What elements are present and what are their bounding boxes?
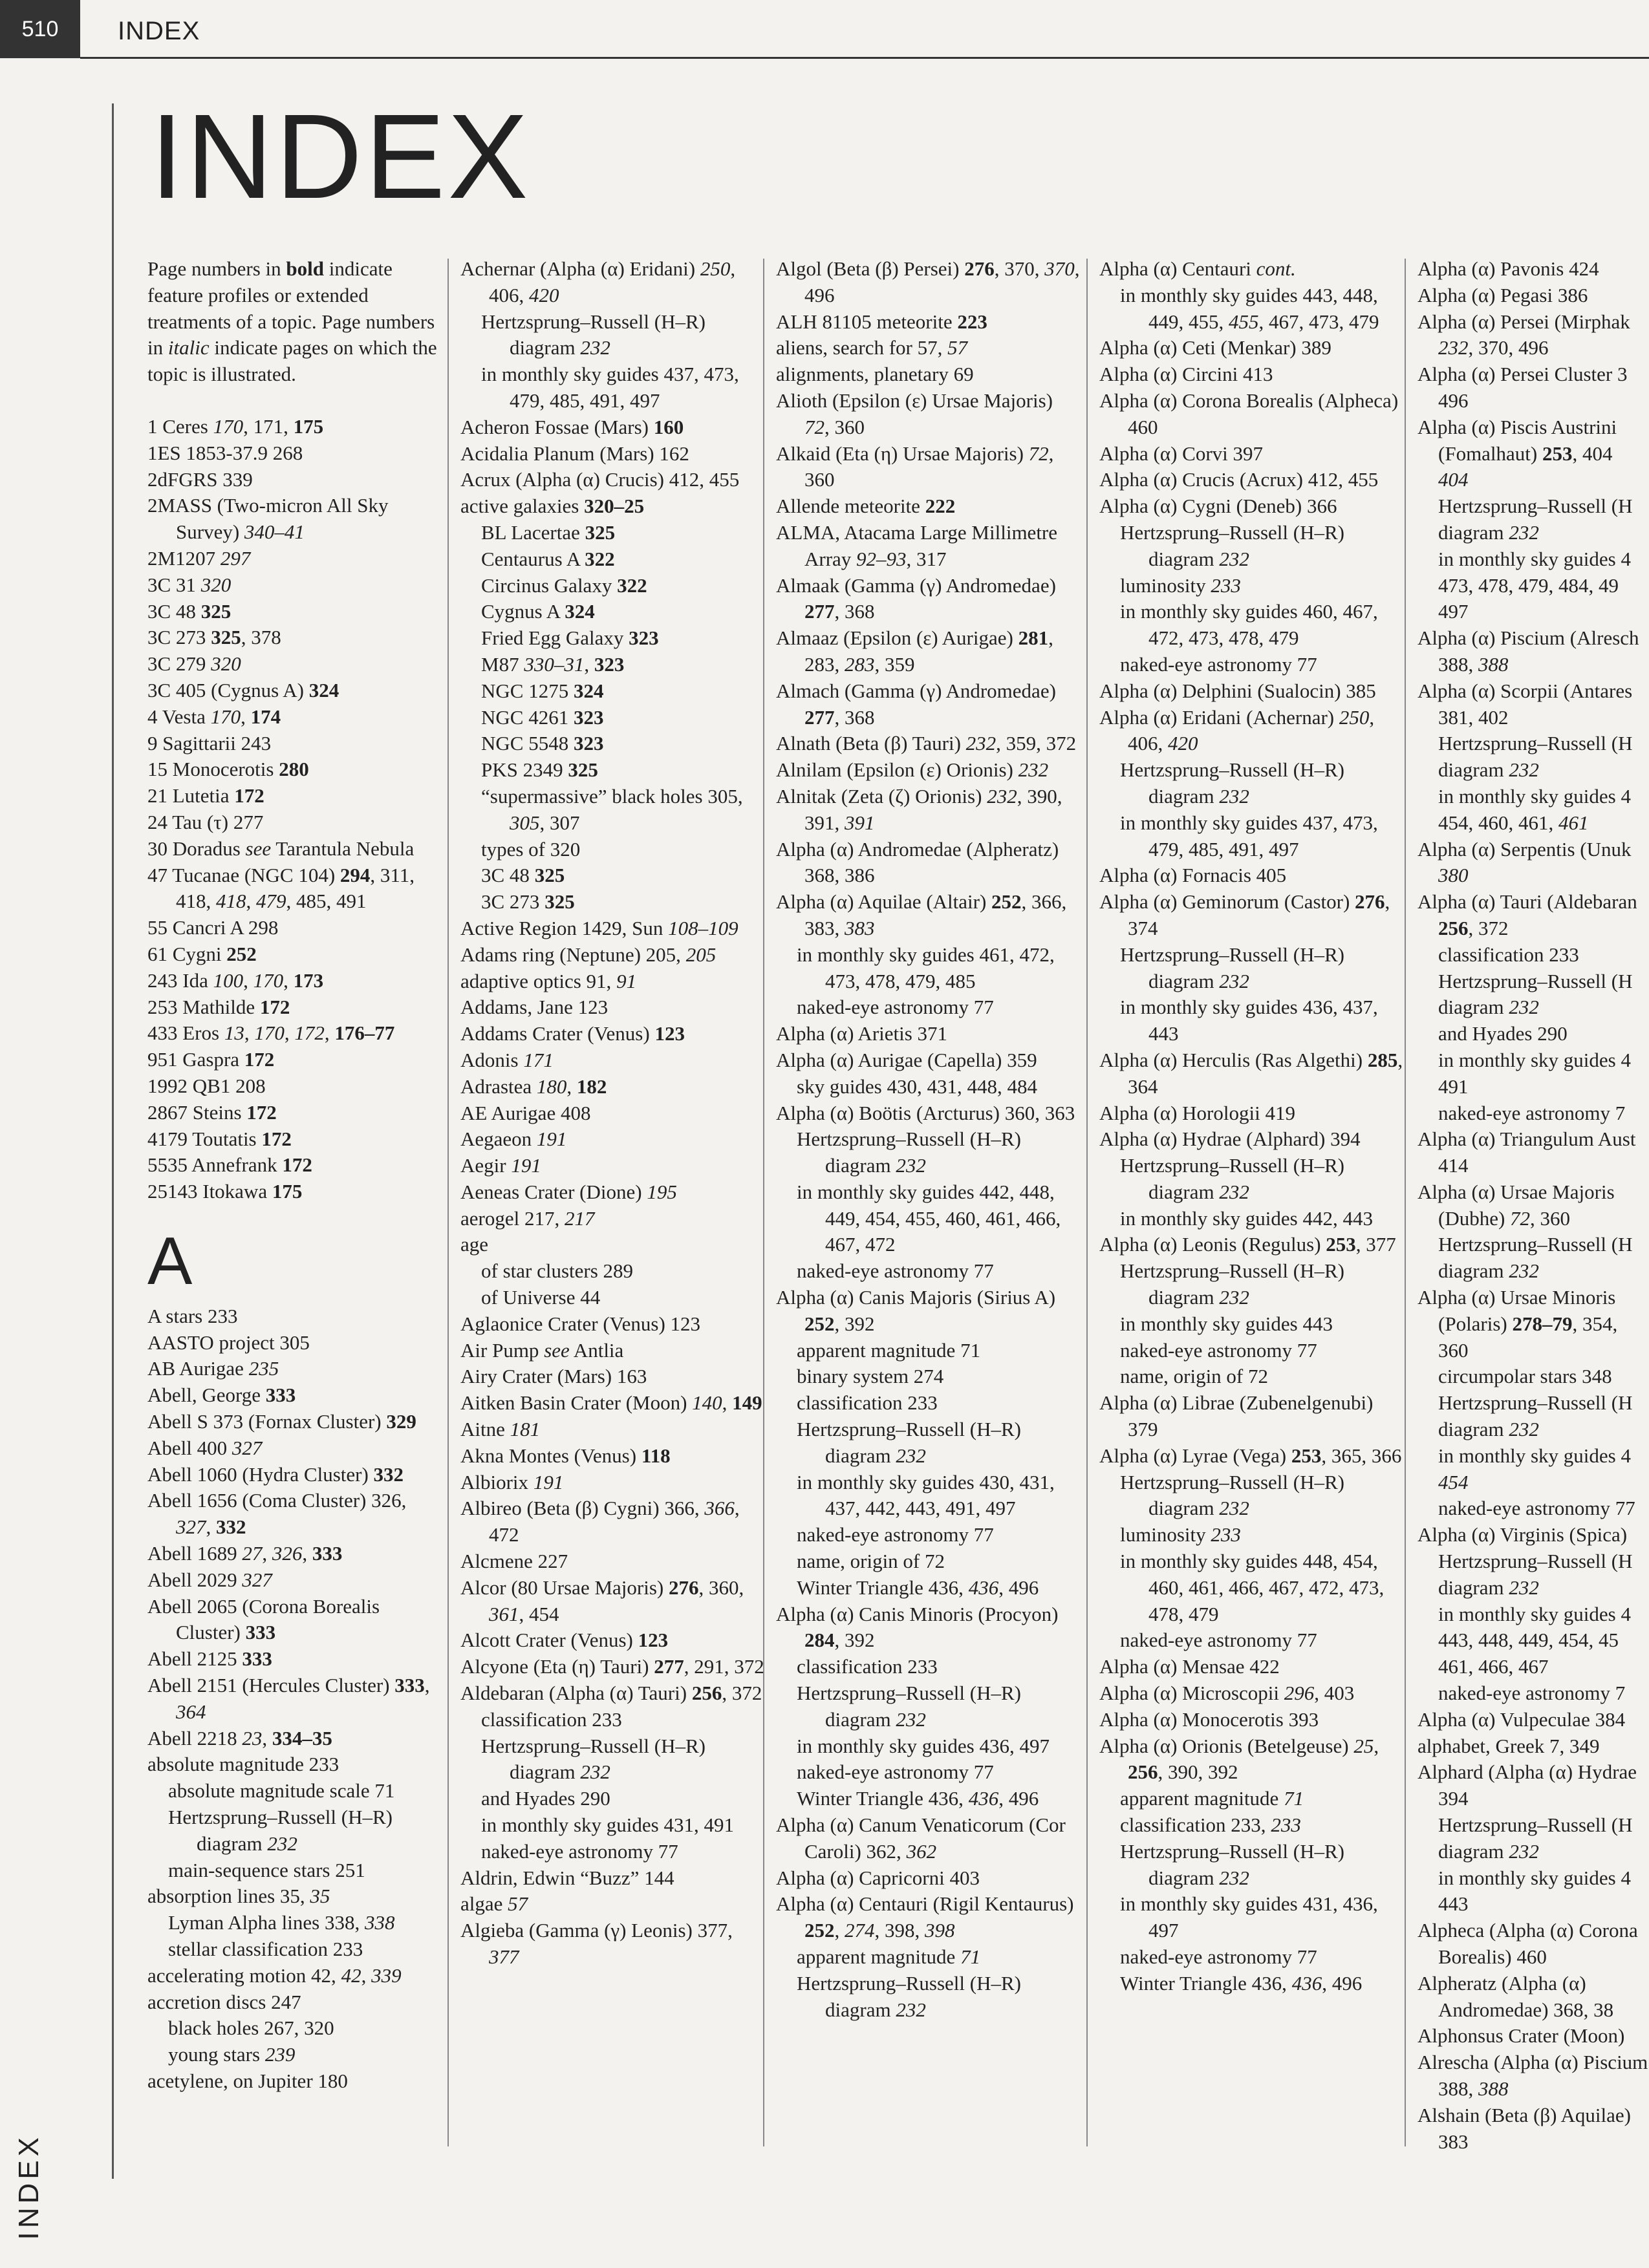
- index-subentry: classification 233: [481, 1707, 622, 1731]
- index-subentry: Circinus Galaxy 322: [481, 573, 647, 597]
- index-entry: Alshain (Beta (β) Aquilae): [1417, 2103, 1631, 2126]
- index-entry: 24 Tau (τ) 277: [147, 810, 264, 833]
- index-subentry: (Fomalhaut) 253, 404: [1438, 442, 1613, 465]
- index-subentry: Lyman Alpha lines 338, 338: [168, 1911, 395, 1934]
- index-entry: Almach (Gamma (γ) Andromedae) 277, 368: [776, 679, 1056, 729]
- index-subentry: Hertzsprung–Russell (H: [1438, 495, 1633, 518]
- index-subentry: apparent magnitude 71: [797, 1338, 981, 1362]
- index-entry: Alpha (α) Hydrae (Alphard) 394: [1099, 1128, 1361, 1151]
- index-entry: Abell 2218 23, 334–35: [147, 1726, 332, 1749]
- index-entry: 3C 273 325, 378: [147, 626, 281, 649]
- index-subentry: (Dubhe) 72, 360: [1438, 1206, 1571, 1230]
- index-subentry: in monthly sky guides 437, 473, 479, 485, 491, 497: [1120, 811, 1378, 861]
- index-entry: Allende meteorite 222: [776, 495, 956, 518]
- index-entry: Alpha (α) Librae (Zubenelgenubi) 379: [1099, 1391, 1374, 1441]
- index-entry: Algol (Beta (β) Persei) 276, 370, 370, 496: [776, 257, 1080, 306]
- index-entry: Airy Crater (Mars) 163: [460, 1365, 647, 1388]
- index-subentry: black holes 267, 320: [168, 2017, 334, 2040]
- index-entry: Alpha (α) Persei Cluster 3: [1417, 363, 1628, 386]
- index-entry: Air Pump see Antlia: [460, 1338, 624, 1362]
- side-label: INDEX: [13, 2134, 45, 2240]
- index-entry: Alcyone (Eta (η) Tauri) 277, 291, 372: [460, 1655, 764, 1678]
- index-entry: acetylene, on Jupiter 180: [147, 2070, 348, 2092]
- index-subentry: absolute magnitude scale 71: [168, 1779, 395, 1803]
- index-entry: alphabet, Greek 7, 349: [1417, 1734, 1600, 1757]
- index-entry: Alpha (α) Corona Borealis (Alpheca) 460: [1099, 389, 1399, 438]
- index-entry: Alpha (α) Herculis (Ras Algethi) 285, 364: [1099, 1048, 1403, 1098]
- index-subentry: in monthly sky guides 4: [1438, 1048, 1631, 1071]
- index-entry: Alpha (α) Pegasi 386: [1417, 283, 1588, 306]
- index-entry: Algieba (Gamma (γ) Leonis) 377, 377: [460, 1919, 733, 1968]
- index-entry: AE Aurigae 408: [460, 1101, 591, 1124]
- index-subentry: in monthly sky guides 430, 431, 437, 442, 443, 491, 497: [797, 1470, 1055, 1520]
- index-subentry: Winter Triangle 436, 436, 496: [797, 1787, 1039, 1810]
- index-entry: Alpha (α) Cygni (Deneb) 366: [1099, 495, 1337, 518]
- index-entry: Abell, George 333: [147, 1384, 296, 1407]
- index-subentry: Centaurus A 322: [481, 547, 615, 570]
- index-subentry: NGC 1275 324: [481, 679, 604, 702]
- index-entry: Alpha (α) Aquilae (Altair) 252, 366, 383, 383: [776, 890, 1067, 939]
- index-entry: Aldebaran (Alpha (α) Tauri) 256, 372: [460, 1682, 762, 1705]
- index-subentry: naked-eye astronomy 77: [481, 1839, 678, 1863]
- index-entry: Albiorix 191: [460, 1470, 564, 1493]
- index-entry: Almaak (Gamma (γ) Andromedae) 277, 368: [776, 573, 1056, 623]
- index-entry: Alpha (α) Eridani (Achernar) 250, 406, 420: [1099, 705, 1375, 755]
- index-entry: Alpha (α) Fornacis 405: [1099, 864, 1287, 887]
- index-subentry: classification 233, 233: [1120, 1813, 1301, 1837]
- index-subentry: Andromedae) 368, 38: [1438, 1998, 1614, 2021]
- index-entry: Addams Crater (Venus) 123: [460, 1022, 685, 1045]
- index-subentry: 380: [1438, 864, 1469, 887]
- index-entry: Alphonsus Crater (Moon): [1417, 2024, 1625, 2048]
- index-entry: Aldrin, Edwin “Buzz” 144: [460, 1866, 674, 1889]
- index-entry: Alpha (α) Boötis (Arcturus) 360, 363: [776, 1101, 1075, 1124]
- index-entry: Acrux (Alpha (α) Crucis) 412, 455: [460, 468, 740, 491]
- index-subentry: naked-eye astronomy 77: [797, 1523, 994, 1546]
- index-entry: 3C 48 325: [147, 599, 232, 623]
- index-subentry: sky guides 430, 431, 448, 484: [797, 1075, 1037, 1098]
- column-divider: [1405, 259, 1406, 2146]
- index-subentry: of star clusters 289: [481, 1259, 634, 1283]
- index-entry: Active Region 1429, Sun 108–109: [460, 916, 738, 939]
- index-subentry: luminosity 233: [1120, 573, 1241, 597]
- index-column-5: [1417, 256, 1649, 2155]
- index-entry: Alpha (α) Piscis Austrini: [1417, 415, 1617, 438]
- index-subentry: in monthly sky guides 436, 497: [797, 1734, 1050, 1757]
- index-subentry: Hertzsprung–Russell (H–R) diagram 232: [1120, 758, 1344, 808]
- index-subentry: 443: [1438, 1892, 1469, 1916]
- index-entry: Aitne 181: [460, 1418, 541, 1441]
- page-header: [0, 0, 1649, 58]
- index-subentry: 454: [1438, 1470, 1469, 1493]
- index-subentry: 497: [1438, 600, 1469, 623]
- index-entry: Abell 2029 327: [147, 1568, 272, 1591]
- index-subentry: name, origin of 72: [797, 1550, 945, 1573]
- index-subentry: naked-eye astronomy 7: [1438, 1682, 1626, 1705]
- index-entry: Alpha (α) Scorpii (Antares: [1417, 679, 1633, 702]
- index-entry: alignments, planetary 69: [776, 363, 974, 386]
- index-subentry: diagram 232: [1438, 758, 1539, 782]
- index-subentry: Hertzsprung–Russell (H: [1438, 732, 1633, 755]
- index-entry: A stars 233: [147, 1304, 238, 1327]
- index-subentry: stellar classification 233: [168, 1938, 363, 1961]
- index-entry: Alpha (α) Ursae Majoris: [1417, 1180, 1615, 1203]
- index-entry: 1 Ceres 170, 171, 175: [147, 414, 324, 438]
- index-entry: Alpha (α) Capricorni 403: [776, 1866, 980, 1889]
- index-subentry: Hertzsprung–Russell (H: [1438, 1813, 1633, 1837]
- index-entry: 1ES 1853-37.9 268: [147, 441, 303, 464]
- index-subentry: and Hyades 290: [1438, 1022, 1568, 1045]
- index-subentry: 388, 388: [1438, 2077, 1509, 2100]
- index-subentry: 491: [1438, 1075, 1469, 1098]
- index-entry: Acheron Fossae (Mars) 160: [460, 415, 684, 438]
- index-entry: 3C 405 (Cygnus A) 324: [147, 678, 339, 701]
- index-entry: Achernar (Alpha (α) Eridani) 250, 406, 420: [460, 257, 736, 306]
- index-subentry: in monthly sky guides 443, 448, 449, 455, 455, 467, 473, 479: [1120, 283, 1379, 333]
- index-subentry: in monthly sky guides 437, 473, 479, 485, 491, 497: [481, 363, 739, 412]
- index-entry: absolute magnitude 233: [147, 1753, 339, 1776]
- index-subentry: Hertzsprung–Russell (H–R) diagram 232: [1120, 1470, 1344, 1520]
- index-subentry: in monthly sky guides 436, 437, 443: [1120, 996, 1378, 1045]
- index-subentry: luminosity 233: [1120, 1523, 1241, 1546]
- page-title: INDEX: [150, 90, 531, 224]
- index-column-1: [147, 256, 438, 2095]
- index-subentry: 443, 448, 449, 454, 45: [1438, 1629, 1619, 1652]
- index-entry: 4179 Toutatis 172: [147, 1127, 292, 1150]
- index-entry: Alpha (α) Monocerotis 393: [1099, 1707, 1319, 1731]
- index-entry: 951 Gaspra 172: [147, 1048, 275, 1071]
- index-subentry: “supermassive” black holes 305, 305, 307: [481, 784, 743, 834]
- index-column-4: [1099, 256, 1403, 1997]
- index-subentry: naked-eye astronomy 77: [1120, 652, 1317, 676]
- index-subentry: in monthly sky guides 460, 467, 472, 473, 478, 479: [1120, 600, 1378, 650]
- index-subentry: 394: [1438, 1787, 1469, 1810]
- index-subentry: Hertzsprung–Russell (H–R) diagram 232: [481, 1734, 706, 1784]
- index-entry: Abell 1656 (Coma Cluster) 326, 327, 332: [147, 1489, 407, 1539]
- index-subentry: and Hyades 290: [481, 1787, 610, 1810]
- index-entry: Albireo (Beta (β) Cygni) 366, 366, 472: [460, 1497, 740, 1546]
- index-subentry: Hertzsprung–Russell (H–R) diagram 232: [1120, 1839, 1344, 1889]
- index-intro: Page numbers in bold indicate feature profiles or extended treatments of a topic. Page numbers in italic indicate pages on which the topic is illustrated.: [147, 257, 437, 386]
- index-entry: Alpha (α) Ceti (Menkar) 389: [1099, 336, 1331, 359]
- index-entry: Alcott Crater (Venus) 123: [460, 1629, 669, 1652]
- index-column-3: [776, 256, 1080, 2023]
- index-subentry: binary system 274: [797, 1365, 944, 1388]
- index-subentry: naked-eye astronomy 77: [1120, 1338, 1317, 1362]
- running-head: INDEX: [118, 17, 200, 45]
- index-entry: 2dFGRS 339: [147, 467, 253, 491]
- index-subentry: apparent magnitude 71: [797, 1945, 981, 1968]
- index-entry: Alpha (α) Persei (Mirphak: [1417, 310, 1630, 333]
- index-entry: Alrescha (Alpha (α) Piscium: [1417, 2051, 1648, 2074]
- index-entry: AASTO project 305: [147, 1331, 310, 1354]
- index-entry: 253 Mathilde 172: [147, 995, 290, 1018]
- index-entry: Alpha (α) Corvi 397: [1099, 442, 1264, 465]
- index-entry: Alpha (α) Microscopii 296, 403: [1099, 1682, 1355, 1705]
- index-subentry: diagram 232: [1438, 520, 1539, 544]
- index-entry: Alpha (α) Tauri (Aldebaran: [1417, 890, 1637, 914]
- index-subentry: Hertzsprung–Russell (H–R) diagram 232: [1120, 943, 1344, 992]
- index-entry: 243 Ida 100, 170, 173: [147, 968, 324, 992]
- index-subentry: in monthly sky guides 4: [1438, 1602, 1631, 1625]
- index-subentry: diagram 232: [1438, 1839, 1539, 1863]
- index-subentry: in monthly sky guides 4: [1438, 547, 1631, 570]
- index-entry: 3C 31 320: [147, 573, 232, 596]
- index-entry: absorption lines 35, 35: [147, 1885, 330, 1908]
- page-number: 510: [0, 0, 80, 58]
- index-entry: Acidalia Planum (Mars) 162: [460, 442, 689, 465]
- index-entry: Alpha (α) Ursae Minoris: [1417, 1286, 1616, 1309]
- index-entry: 55 Cancri A 298: [147, 916, 279, 939]
- index-entry: 21 Lutetia 172: [147, 784, 264, 808]
- index-subentry: in monthly sky guides 4: [1438, 1444, 1631, 1467]
- index-subentry: Hertzsprung–Russell (H–R) diagram 232: [1120, 1259, 1344, 1309]
- left-margin-rule: [112, 103, 114, 2179]
- index-entry: Alpha (α) Geminorum (Castor) 276, 374: [1099, 890, 1390, 939]
- index-entry: Alioth (Epsilon (ε) Ursae Majoris) 72, 360: [776, 389, 1053, 438]
- index-subentry: naked-eye astronomy 7: [1438, 1101, 1626, 1124]
- index-subentry: young stars 239: [168, 2043, 296, 2066]
- index-entry: Alpha (α) Vulpeculae 384: [1417, 1707, 1626, 1731]
- index-subentry: 232, 370, 496: [1438, 336, 1549, 359]
- index-entry: Alpha (α) Pavonis 424: [1417, 257, 1599, 280]
- index-entry: algae 57: [460, 1892, 528, 1916]
- index-subentry: Hertzsprung–Russell (H–R) diagram 232: [1120, 1154, 1344, 1203]
- index-subentry: naked-eye astronomy 77: [1438, 1497, 1635, 1520]
- index-entry: Abell 1689 27, 326, 333: [147, 1542, 343, 1565]
- index-entry: Aegaeon 191: [460, 1128, 567, 1151]
- index-entry: Alpha (α) Canis Majoris (Sirius A) 252, 392: [776, 1286, 1056, 1335]
- index-entry: Alpheratz (Alpha (α): [1417, 1971, 1586, 1995]
- index-subentry: 388, 388: [1438, 652, 1509, 676]
- index-subentry: 496: [1438, 389, 1469, 412]
- index-entry: 9 Sagittarii 243: [147, 731, 272, 754]
- index-entry: 61 Cygni 252: [147, 942, 257, 965]
- index-entry: 5535 Annefrank 172: [147, 1153, 312, 1177]
- index-entry: Adonis 171: [460, 1048, 554, 1071]
- index-entry: Abell S 373 (Fornax Cluster) 329: [147, 1410, 416, 1433]
- index-entry: ALH 81105 meteorite 223: [776, 310, 987, 333]
- index-subentry: classification 233: [797, 1391, 938, 1415]
- index-entry: Alpha (α) Centauri (Rigil Kentaurus) 252, 274, 398, 398: [776, 1892, 1074, 1942]
- index-column-2: [460, 256, 764, 1971]
- index-entry: Alkaid (Eta (η) Ursae Majoris) 72, 360: [776, 442, 1054, 491]
- index-entry: 47 Tucanae (NGC 104) 294, 311, 418, 418, 479, 485, 491: [147, 863, 415, 913]
- index-subentry: apparent magnitude 71: [1120, 1787, 1304, 1810]
- index-entry: Alpha (α) Orionis (Betelgeuse) 25, 256, 390, 392: [1099, 1734, 1379, 1784]
- index-subentry: diagram 232: [1438, 1576, 1539, 1599]
- index-entry: Alpha (α) Leonis (Regulus) 253, 377: [1099, 1233, 1396, 1256]
- index-subentry: naked-eye astronomy 77: [1120, 1629, 1317, 1652]
- index-entry: Alpha (α) Canum Venaticorum (Cor Caroli) 362, 362: [776, 1813, 1066, 1863]
- index-entry: adaptive optics 91, 91: [460, 969, 637, 992]
- index-entry: Alpha (α) Crucis (Acrux) 412, 455: [1099, 468, 1379, 491]
- index-subentry: Borealis) 460: [1438, 1945, 1547, 1968]
- index-subentry: in monthly sky guides 461, 472, 473, 478, 479, 485: [797, 943, 1055, 992]
- index-entry: 3C 279 320: [147, 652, 241, 676]
- index-subentry: Winter Triangle 436, 436, 496: [1120, 1971, 1363, 1995]
- index-entry: ALMA, Atacama Large Millimetre Array 92–93, 317: [776, 520, 1058, 570]
- index-subentry: naked-eye astronomy 77: [797, 1760, 994, 1784]
- index-subentry: classification 233: [797, 1655, 938, 1678]
- index-subentry: 404: [1438, 468, 1469, 491]
- index-subentry: Hertzsprung–Russell (H: [1438, 969, 1633, 992]
- index-subentry: in monthly sky guides 4: [1438, 1866, 1631, 1889]
- index-subentry: in monthly sky guides 431, 436, 497: [1120, 1892, 1378, 1942]
- index-entry: 1992 QB1 208: [147, 1074, 266, 1097]
- index-subentry: in monthly sky guides 442, 448, 449, 454, 455, 460, 461, 466, 467, 472: [797, 1180, 1061, 1256]
- index-subentry: diagram 232: [1438, 996, 1539, 1019]
- index-subentry: 3C 48 325: [481, 864, 565, 887]
- index-subentry: 473, 478, 479, 484, 49: [1438, 573, 1619, 597]
- index-subentry: Hertzsprung–Russell (H–R) diagram 232: [481, 310, 706, 359]
- index-entry: Alnitak (Zeta (ζ) Orionis) 232, 390, 391, 391: [776, 784, 1062, 834]
- index-subentry: in monthly sky guides 443: [1120, 1312, 1333, 1335]
- index-subentry: 454, 460, 461, 461: [1438, 811, 1589, 834]
- index-subentry: classification 233: [1438, 943, 1579, 966]
- index-entry: 2867 Steins 172: [147, 1100, 277, 1124]
- index-entry: accelerating motion 42, 42, 339: [147, 1963, 402, 1987]
- index-entry: Alnilam (Epsilon (ε) Orionis) 232: [776, 758, 1049, 782]
- column-divider: [1086, 259, 1088, 2146]
- index-subentry: NGC 5548 323: [481, 732, 604, 755]
- index-entry: 25143 Itokawa 175: [147, 1180, 303, 1203]
- index-subentry: 414: [1438, 1154, 1469, 1177]
- index-entry: Aitken Basin Crater (Moon) 140, 149: [460, 1391, 762, 1415]
- index-subentry: naked-eye astronomy 77: [797, 996, 994, 1019]
- index-entry: aerogel 217, 217: [460, 1206, 595, 1230]
- index-subentry: Hertzsprung–Russell (H–R) diagram 232: [797, 1418, 1021, 1467]
- index-entry: Alcmene 227: [460, 1550, 568, 1573]
- index-entry: Alpha (α) Circini 413: [1099, 363, 1273, 386]
- index-subentry: Hertzsprung–Russell (H: [1438, 1550, 1633, 1573]
- index-entry: Aegir 191: [460, 1154, 541, 1177]
- index-entry: Abell 2065 (Corona Borealis Cluster) 333: [147, 1594, 380, 1644]
- index-entry: Alpha (α) Lyrae (Vega) 253, 365, 366: [1099, 1444, 1402, 1467]
- index-entry: 15 Monocerotis 280: [147, 758, 309, 781]
- index-entry: Alpheca (Alpha (α) Corona: [1417, 1919, 1638, 1942]
- index-subentry: 383: [1438, 2130, 1469, 2153]
- index-subentry: PKS 2349 325: [481, 758, 598, 782]
- index-entry: Alpha (α) Piscium (Alresch: [1417, 626, 1639, 650]
- index-subentry: naked-eye astronomy 77: [797, 1259, 994, 1283]
- index-entry: Abell 1060 (Hydra Cluster) 332: [147, 1462, 404, 1486]
- index-entry: Addams, Jane 123: [460, 996, 609, 1019]
- index-subentry: Hertzsprung–Russell (H–R) diagram 232: [1120, 520, 1344, 570]
- index-entry: active galaxies 320–25: [460, 495, 645, 518]
- index-entry: Aglaonice Crater (Venus) 123: [460, 1312, 701, 1335]
- section-letter: A: [147, 1223, 193, 1299]
- index-entry: 2MASS (Two-micron All Sky Survey) 340–41: [147, 494, 389, 544]
- index-entry: Adams ring (Neptune) 205, 205: [460, 943, 717, 966]
- index-subentry: main-sequence stars 251: [168, 1858, 365, 1881]
- header-rule: [80, 57, 1649, 59]
- index-subentry: Cygnus A 324: [481, 600, 595, 623]
- index-subentry: in monthly sky guides 4: [1438, 784, 1631, 808]
- index-entry: age: [460, 1233, 489, 1256]
- column-divider: [447, 259, 449, 2146]
- index-subentry: (Polaris) 278–79, 354,: [1438, 1312, 1618, 1335]
- index-subentry: Hertzsprung–Russell (H–R) diagram 232: [797, 1128, 1021, 1177]
- index-subentry: name, origin of 72: [1120, 1365, 1269, 1388]
- index-entry: Alpha (α) Centauri cont.: [1099, 257, 1296, 280]
- index-entry: Alpha (α) Horologii 419: [1099, 1101, 1295, 1124]
- index-subentry: diagram 232: [1438, 1418, 1539, 1441]
- index-subentry: types of 320: [481, 837, 581, 861]
- index-entry: Abell 2151 (Hercules Cluster) 333, 364: [147, 1674, 430, 1723]
- index-entry: Alpha (α) Arietis 371: [776, 1022, 948, 1045]
- index-entry: aliens, search for 57, 57: [776, 336, 968, 359]
- index-subentry: M87 330–31, 323: [481, 652, 625, 676]
- index-entry: Abell 400 327: [147, 1436, 263, 1459]
- index-subentry: 461, 466, 467: [1438, 1655, 1549, 1678]
- index-entry: Alcor (80 Ursae Majoris) 276, 360, 361, 454: [460, 1576, 744, 1625]
- index-entry: Alpha (α) Triangulum Aust: [1417, 1128, 1636, 1151]
- index-subentry: 256, 372: [1438, 916, 1509, 939]
- index-subentry: of Universe 44: [481, 1286, 601, 1309]
- index-entry: Alpha (α) Aurigae (Capella) 359: [776, 1048, 1037, 1071]
- index-entry: Abell 2125 333: [147, 1647, 272, 1671]
- index-entry: Alpha (α) Serpentis (Unuk: [1417, 837, 1632, 861]
- index-subentry: NGC 4261 323: [481, 705, 604, 729]
- index-subentry: Hertzsprung–Russell (H–R) diagram 232: [797, 1971, 1021, 2021]
- index-subentry: Winter Triangle 436, 436, 496: [797, 1576, 1039, 1599]
- index-subentry: Hertzsprung–Russell (H: [1438, 1391, 1633, 1415]
- index-subentry: in monthly sky guides 431, 491: [481, 1813, 734, 1837]
- index-subentry: 381, 402: [1438, 705, 1509, 729]
- index-subentry: naked-eye astronomy 77: [1120, 1945, 1317, 1968]
- index-subentry: in monthly sky guides 448, 454, 460, 461, 466, 467, 472, 473, 478, 479: [1120, 1550, 1385, 1625]
- index-entry: 433 Eros 13, 170, 172, 176–77: [147, 1022, 395, 1045]
- index-entry: 4 Vesta 170, 174: [147, 705, 281, 728]
- index-entry: Almaaz (Epsilon (ε) Aurigae) 281, 283, 283, 359: [776, 626, 1053, 676]
- index-entry: Alpha (α) Delphini (Sualocin) 385: [1099, 679, 1376, 702]
- index-entry: Adrastea 180, 182: [460, 1075, 607, 1098]
- index-entry: Alnath (Beta (β) Tauri) 232, 359, 372: [776, 732, 1077, 755]
- index-subentry: Hertzsprung–Russell (H–R) diagram 232: [168, 1806, 393, 1855]
- index-entry: Alpha (α) Mensae 422: [1099, 1655, 1280, 1678]
- index-subentry: Fried Egg Galaxy 323: [481, 626, 659, 650]
- index-subentry: 360: [1438, 1338, 1469, 1362]
- index-entry: Akna Montes (Venus) 118: [460, 1444, 671, 1467]
- index-subentry: BL Lacertae 325: [481, 520, 616, 544]
- index-subentry: 3C 273 325: [481, 890, 575, 914]
- index-entry: Alpha (α) Virginis (Spica): [1417, 1523, 1628, 1546]
- index-subentry: Hertzsprung–Russell (H: [1438, 1233, 1633, 1256]
- index-entry: Alpha (α) Andromedae (Alpheratz) 368, 386: [776, 837, 1059, 887]
- index-subentry: circumpolar stars 348: [1438, 1365, 1612, 1388]
- index-entry: 30 Doradus see Tarantula Nebula: [147, 837, 415, 860]
- index-entry: AB Aurigae 235: [147, 1357, 279, 1380]
- index-subentry: Hertzsprung–Russell (H–R) diagram 232: [797, 1682, 1021, 1731]
- index-entry: 2M1207 297: [147, 546, 251, 570]
- index-entry: Alphard (Alpha (α) Hydrae: [1417, 1760, 1637, 1784]
- index-entry: accretion discs 247: [147, 1990, 301, 2013]
- index-subentry: diagram 232: [1438, 1259, 1539, 1283]
- index-subentry: in monthly sky guides 442, 443: [1120, 1206, 1373, 1230]
- index-entry: Alpha (α) Canis Minoris (Procyon) 284, 392: [776, 1602, 1059, 1652]
- index-entry: Aeneas Crater (Dione) 195: [460, 1180, 677, 1203]
